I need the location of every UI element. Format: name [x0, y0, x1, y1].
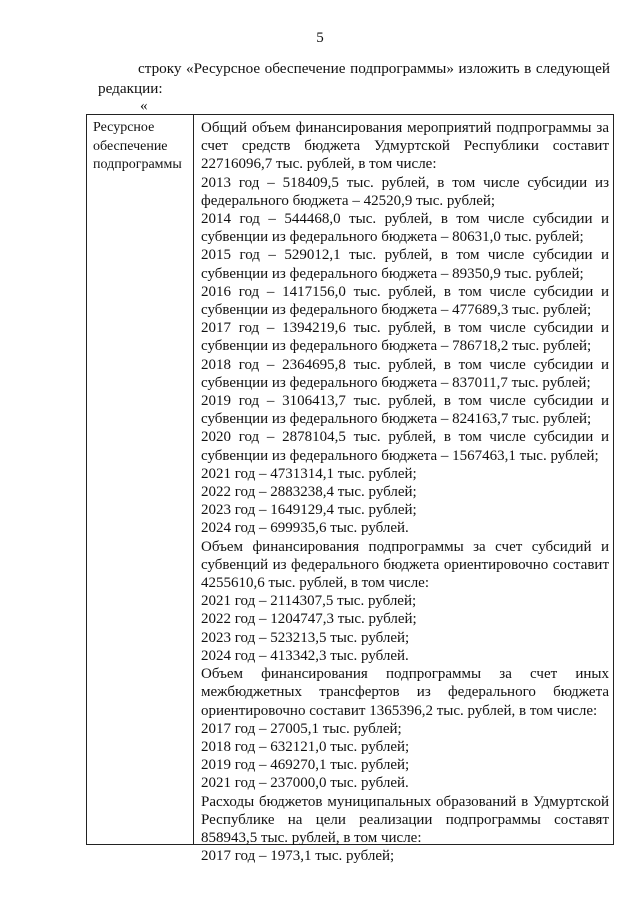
intro-line-2: редакции:	[98, 80, 163, 97]
funding-text-line: Объем финансирования подпрограммы за счет субсидий и	[201, 538, 609, 555]
funding-text-line: субвенции из федерального бюджета – 837011,7 тыс. рублей;	[201, 374, 591, 391]
funding-text-line: 2013 год – 518409,5 тыс. рублей, в том числе субсидии из	[201, 174, 609, 191]
opening-quote: «	[140, 97, 148, 114]
funding-text-line: субвенции из федерального бюджета – 786718,2 тыс. рублей;	[201, 338, 592, 355]
funding-text-line: 2024 год – 699935,6 тыс. рублей.	[201, 520, 409, 537]
funding-text-line: 2019 год – 469270,1 тыс. рублей;	[201, 757, 410, 774]
funding-text-line: 2021 год – 2114307,5 тыс. рублей;	[201, 593, 417, 610]
funding-text-line: субвенции из федерального бюджета – 477689,3 тыс. рублей;	[201, 302, 592, 319]
funding-text-line: 2020 год – 2878104,5 тыс. рублей, в том числе субсидии и	[201, 429, 609, 446]
funding-text-line: ориентировочно составит 1365396,2 тыс. рублей, в том числе:	[201, 702, 598, 719]
intro-text	[98, 59, 610, 79]
funding-text-line: 2021 год – 4731314,1 тыс. рублей;	[201, 465, 417, 482]
funding-text-line: 858943,5 тыс. рублей, в том числе:	[201, 829, 422, 846]
funding-text-line: 2017 год – 27005,1 тыс. рублей;	[201, 720, 402, 737]
funding-text-line: субвенции из федерального бюджета – 1567463,1 тыс. рублей;	[201, 447, 599, 464]
row-label-line: Ресурсное	[93, 120, 155, 135]
funding-text-line: субвенции из федерального бюджета – 824163,7 тыс. рублей;	[201, 411, 592, 428]
funding-text-line: Республике на цели реализации подпрограммы составят	[201, 811, 609, 828]
funding-text-line: 2023 год – 1649129,4 тыс. рублей;	[201, 502, 417, 519]
funding-text-line: 2022 год – 2883238,4 тыс. рублей;	[201, 484, 417, 501]
funding-text-line: 2017 год – 1973,1 тыс. рублей;	[201, 848, 395, 865]
resource-table	[86, 114, 614, 865]
row-label-line: обеспечение	[93, 138, 168, 154]
funding-text-line: межбюджетных трансфертов из федерального бюджета	[201, 684, 609, 701]
intro-line-1: строку «Ресурсное обеспечение подпрограммы» изложить в следующей	[138, 60, 610, 77]
funding-text-line: субвенций из федерального бюджета ориентировочно составит	[201, 556, 609, 573]
row-label-line: подпрограммы	[93, 157, 182, 172]
funding-text-line: федерального бюджета – 42520,9 тыс. рублей;	[201, 192, 496, 209]
funding-text-line: 2021 год – 237000,0 тыс. рублей.	[201, 775, 409, 792]
funding-text-line: 2018 год – 2364695,8 тыс. рублей, в том числе субсидии и	[201, 356, 609, 373]
funding-text-line: Общий объем финансирования мероприятий подпрограммы за	[201, 120, 609, 136]
funding-text-line: 2024 год – 413342,3 тыс. рублей.	[201, 647, 409, 664]
funding-text-line: 2022 год – 1204747,3 тыс. рублей;	[201, 611, 417, 628]
funding-text-line: субвенции из федерального бюджета – 80631,0 тыс. рублей;	[201, 229, 584, 246]
column-divider	[193, 115, 194, 844]
funding-text-line: 2023 год – 523213,5 тыс. рублей;	[201, 629, 410, 646]
funding-text-line: 2018 год – 632121,0 тыс. рублей;	[201, 738, 410, 755]
funding-text-line: 2014 год – 544468,0 тыс. рублей, в том числе субсидии и	[201, 211, 609, 228]
funding-text-cell	[201, 119, 609, 865]
funding-text-line: Объем финансирования подпрограммы за счет иных	[201, 666, 609, 683]
funding-text-line: 22716096,7 тыс. рублей, в том числе:	[201, 156, 437, 173]
funding-text-line: Расходы бюджетов муниципальных образований в Удмуртской	[201, 793, 609, 810]
funding-text-line: субвенции из федерального бюджета – 89350,9 тыс. рублей;	[201, 265, 584, 282]
funding-text-line: 4255610,6 тыс. рублей, в том числе:	[201, 575, 430, 592]
funding-text-line: 2016 год – 1417156,0 тыс. рублей, в том числе субсидии и	[201, 283, 609, 300]
funding-text-line: счет средств бюджета Удмуртской Республики составит	[201, 138, 609, 155]
page-number: 5	[316, 30, 324, 46]
row-label-cell	[93, 119, 191, 175]
funding-text-line: 2019 год – 3106413,7 тыс. рублей, в том числе субсидии и	[201, 393, 609, 410]
funding-text-line: 2015 год – 529012,1 тыс. рублей, в том числе субсидии и	[201, 247, 609, 264]
funding-text-line: 2017 год – 1394219,6 тыс. рублей, в том числе субсидии и	[201, 320, 609, 337]
